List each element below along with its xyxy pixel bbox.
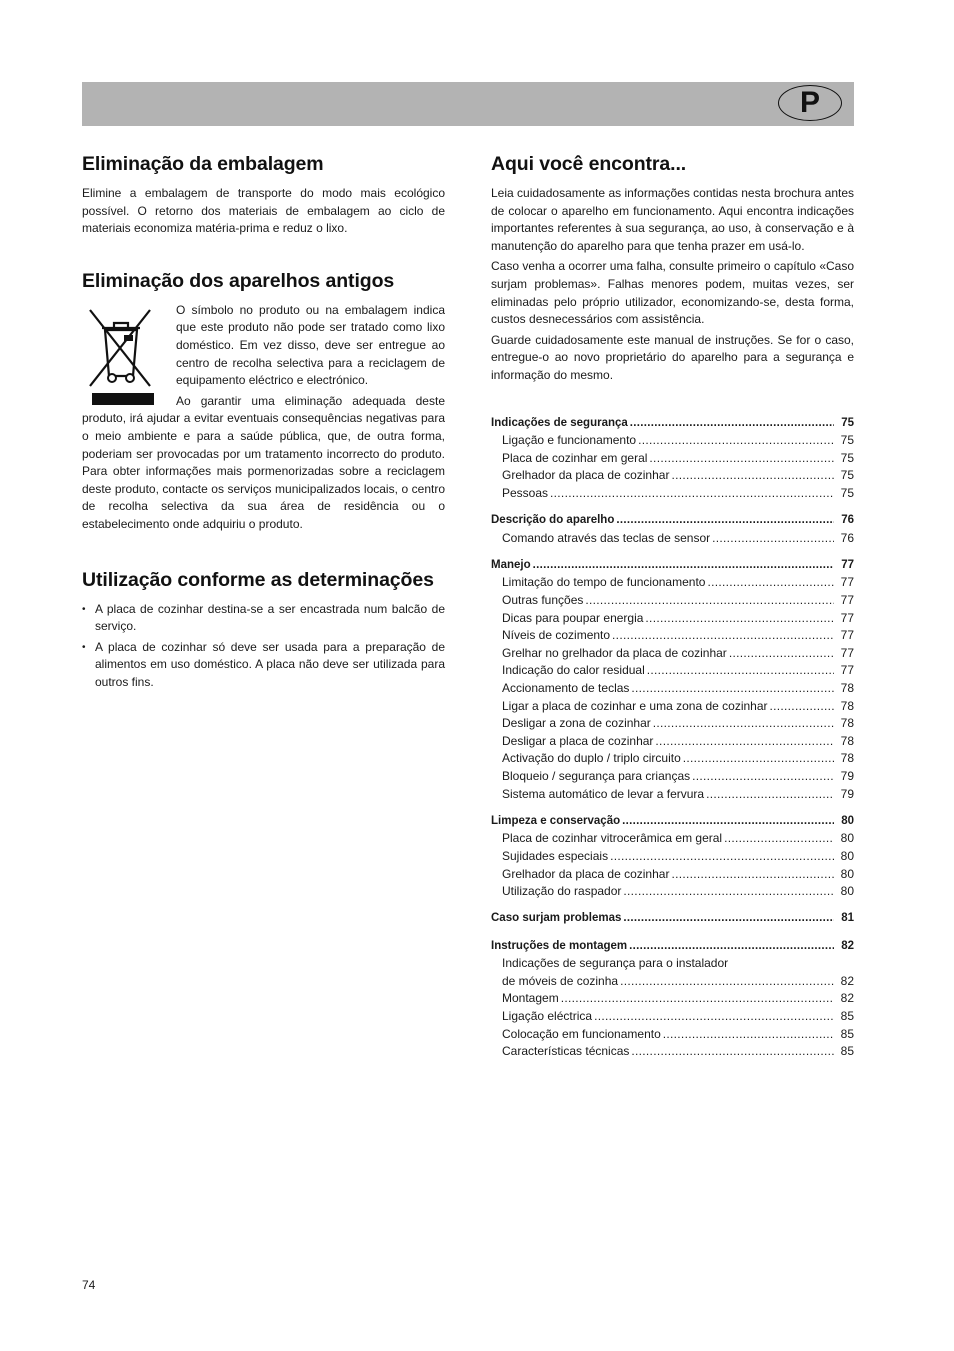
- language-badge: P: [778, 85, 842, 121]
- section-intended-use: [82, 569, 445, 692]
- toc-leader-dots: [645, 610, 834, 628]
- toc-leader-dots: [623, 910, 834, 928]
- section-title-old-appliances: Eliminação dos aparelhos antigos: [82, 269, 395, 292]
- toc-label: Bloqueio / segurança para crianças: [502, 769, 691, 783]
- toc-page-number: 75: [840, 485, 854, 500]
- toc-page-number: 77: [840, 610, 854, 625]
- toc-label: Desligar a placa de cozinhar: [502, 733, 654, 748]
- toc-leader-dots: [594, 1008, 834, 1026]
- toc-leader-dots: [620, 973, 834, 991]
- toc-group: [491, 938, 854, 1061]
- toc-leader-dots: [671, 866, 834, 884]
- intro-paragraph: Guarde cuidadosamente este manual de instruções. Se for o caso, entregue-o ao novo proprietário do aparelho para a segurança e informação do mesmo.: [491, 332, 854, 382]
- packaging-text: Elimine a embalagem de transporte do modo mais ecológico possível. O retorno dos materiais de embalagem ao ciclo de materiais economiza matéria-prima e reduz o lixo.: [82, 186, 445, 236]
- toc-label: Limpeza e conservação: [491, 814, 621, 827]
- toc-entry: [491, 848, 854, 866]
- toc-page-number: 77: [840, 593, 854, 608]
- toc-leader-dots: [610, 848, 834, 866]
- toc-heading: [491, 910, 854, 928]
- toc-label: Ligar a placa de cozinhar e uma zona de cozinhar: [502, 698, 768, 713]
- toc-page-number: 85: [840, 1044, 854, 1059]
- section-old-appliances: [82, 270, 445, 537]
- toc-heading: [491, 938, 854, 956]
- toc-entry: [491, 786, 854, 804]
- toc-page-number: 80: [840, 831, 854, 846]
- toc-label: Instruções de montagem: [491, 939, 628, 952]
- toc-label: Manejo: [491, 558, 531, 571]
- toc-label: Indicações de segurança: [491, 416, 628, 429]
- toc-label: Pessoas: [502, 485, 549, 500]
- toc-leader-dots: [655, 733, 834, 751]
- toc-leader-dots: [712, 530, 834, 548]
- toc-page-number: 75: [840, 468, 854, 483]
- toc-leader-dots: [663, 1026, 834, 1044]
- toc-page-number: 78: [840, 681, 854, 696]
- toc-page-number: 75: [840, 450, 854, 465]
- toc-group: [491, 557, 854, 803]
- intended-use-list: [82, 601, 445, 692]
- toc-page-number: 78: [840, 751, 854, 766]
- list-item: • A placa de cozinhar só deve ser usada para a preparação de alimentos em uso doméstico. A placa não deve ser utilizada para outros fins.: [82, 639, 445, 692]
- toc-heading: [491, 415, 854, 433]
- toc-page-number: 77: [840, 645, 854, 660]
- toc-leader-dots: [585, 592, 834, 610]
- toc-page-number: 77: [841, 558, 854, 571]
- toc-entry: [491, 592, 854, 610]
- toc-group: [491, 512, 854, 547]
- left-column: [82, 153, 445, 723]
- toc-leader-dots: [649, 450, 834, 468]
- toc-label: Montagem: [502, 991, 559, 1006]
- toc-group: [491, 910, 854, 928]
- toc-entry: [491, 866, 854, 884]
- toc-entry: [491, 680, 854, 698]
- toc-page-number: 79: [840, 786, 854, 801]
- toc-page-number: 78: [840, 733, 854, 748]
- toc-leader-dots: [671, 467, 834, 485]
- toc-entry: [491, 530, 854, 548]
- toc-entry: [491, 627, 854, 645]
- toc-entry: [491, 955, 854, 973]
- list-item: • A placa de cozinhar destina-se a ser encastrada num balcão de serviço.: [82, 601, 445, 636]
- toc-label: Sujidades especiais: [502, 848, 609, 863]
- toc-leader-dots: [683, 750, 834, 768]
- toc-leader-dots: [631, 680, 834, 698]
- toc-entry: [491, 698, 854, 716]
- toc-page-number: 77: [840, 628, 854, 643]
- toc-label: Indicações de segurança para o instalador: [502, 956, 729, 971]
- toc-label: Limitação do tempo de funcionamento: [502, 575, 706, 590]
- section-intro: [491, 153, 854, 385]
- toc-leader-dots: [629, 938, 834, 956]
- toc-leader-dots: [706, 786, 834, 804]
- toc-label: Placa de cozinhar vitrocerâmica em geral: [502, 831, 723, 846]
- toc-leader-dots: [622, 813, 834, 831]
- toc-heading: [491, 813, 854, 831]
- toc-page-number: 80: [840, 866, 854, 881]
- toc-page-number: 85: [840, 1026, 854, 1041]
- toc-leader-dots: [729, 645, 834, 663]
- toc-label: Comando através das teclas de sensor: [502, 530, 711, 545]
- toc-heading: [491, 512, 854, 530]
- toc-leader-dots: [638, 432, 834, 450]
- right-column: [491, 153, 854, 1070]
- toc-page-number: 80: [840, 848, 854, 863]
- header-bar: [82, 82, 854, 126]
- toc-label: Ligação eléctrica: [502, 1008, 593, 1023]
- toc-label: Descrição do aparelho: [491, 514, 615, 527]
- toc-entry: [491, 768, 854, 786]
- toc-entry: [491, 883, 854, 901]
- toc-page-number: 76: [840, 530, 854, 545]
- toc-entry: [491, 973, 854, 991]
- toc-leader-dots: [631, 1043, 834, 1061]
- toc-page-number: 85: [840, 1008, 854, 1023]
- toc-leader-dots: [623, 883, 834, 901]
- toc-leader-dots: [647, 662, 834, 680]
- toc-page-number: 77: [840, 663, 854, 678]
- intro-paragraph: Leia cuidadosamente as informações contidas nesta brochura antes de colocar o aparelho em funcionamento. Aqui encontra indicações importantes referentes à sua segurança, ao uso, à conservação e à manutenção do aparelho para que tenha prazer em usá-lo.: [491, 186, 854, 253]
- toc-page-number: 78: [840, 698, 854, 713]
- toc-label: Grelhador da placa de cozinhar: [502, 866, 670, 881]
- toc-entry: [491, 662, 854, 680]
- toc-entry: [491, 485, 854, 503]
- toc-leader-dots: [533, 557, 834, 575]
- toc-entry: [491, 645, 854, 663]
- toc-label: Ligação e funcionamento: [502, 433, 637, 448]
- toc-entry: [491, 750, 854, 768]
- toc-entry: [491, 450, 854, 468]
- toc-leader-dots: [653, 715, 834, 733]
- toc-entry: [491, 715, 854, 733]
- page-number: 74: [82, 1278, 96, 1292]
- toc-entry: [491, 1026, 854, 1044]
- toc-label: Placa de cozinhar em geral: [502, 450, 648, 465]
- toc-label: de móveis de cozinha: [502, 973, 619, 988]
- toc-entry: [491, 830, 854, 848]
- toc-page-number: 75: [841, 416, 854, 429]
- toc-label: Indicação do calor residual: [502, 663, 645, 678]
- toc-page-number: 81: [841, 912, 854, 925]
- toc-entry: [491, 432, 854, 450]
- toc-entry: [491, 1008, 854, 1026]
- toc-leader-dots: [550, 485, 834, 503]
- toc-page-number: 82: [840, 991, 854, 1006]
- toc-label: Outras funções: [502, 593, 584, 608]
- toc-page-number: 79: [840, 769, 854, 783]
- toc-page-number: 80: [841, 814, 854, 827]
- toc-leader-dots: [561, 990, 834, 1008]
- toc-entry: [491, 610, 854, 628]
- toc-label: Dicas para poupar energia: [502, 610, 644, 625]
- toc-entry: [491, 990, 854, 1008]
- toc-group: [491, 415, 854, 503]
- toc-page-number: 78: [840, 716, 854, 731]
- crossed-out-bin-icon: [82, 306, 158, 406]
- toc-group: [491, 813, 854, 901]
- section-packaging: [82, 153, 445, 238]
- toc-label: Caso surjam problemas: [491, 912, 622, 925]
- toc-leader-dots: [612, 627, 834, 645]
- toc-leader-dots: [616, 512, 834, 530]
- toc-heading: [491, 557, 854, 575]
- toc-page-number: 80: [840, 884, 854, 899]
- toc-leader-dots: [724, 830, 834, 848]
- toc-page-number: 75: [840, 433, 854, 448]
- toc-entry: [491, 574, 854, 592]
- toc-label: Grelhador da placa de cozinhar: [502, 468, 670, 483]
- section-title-intro: Aqui você encontra...: [491, 153, 687, 175]
- toc-leader-dots: [692, 768, 834, 786]
- section-title-intended-use: Utilização conforme as determinações: [82, 568, 434, 591]
- old-appliances-text-2: Ao garantir uma eliminação adequada deste produto, irá ajudar a evitar eventuais consequências negativas para o meio ambiente e para a saúde pública, que, de outra forma, poderiam ser provocadas por um tratamento incorrecto do produto. Para obter informações mais pormenorizadas sobre a reciclagem deste produto, contacte os serviços municipalizados locais, o centro de recolha selectiva da sua área de residência ou o estabelecimento onde adquiriu o produto.: [82, 393, 445, 531]
- toc-page-number: 77: [840, 575, 854, 590]
- toc-label: Níveis de cozimento: [502, 628, 611, 643]
- toc-label: Utilização do raspador: [502, 884, 622, 899]
- toc-page-number: 82: [840, 973, 854, 988]
- toc-label: Activação do duplo / triplo circuito: [502, 751, 681, 766]
- toc-leader-dots: [770, 698, 835, 716]
- toc-label: Desligar a zona de cozinhar: [502, 716, 651, 731]
- toc-label: Sistema automático de levar a fervura: [502, 786, 705, 801]
- toc-entry: [491, 1043, 854, 1061]
- toc-leader-dots: [630, 415, 834, 433]
- toc-leader-dots: [707, 574, 834, 592]
- toc-label: Características técnicas: [502, 1044, 630, 1059]
- intro-paragraph: Caso venha a ocorrer uma falha, consulte primeiro o capítulo «Caso surjam problemas». Falhas menores podem, muitas vezes, ser eliminadas pelo próprio utilizador, economizando-se, desta forma, custos desnecessários com assistência.: [491, 259, 854, 327]
- toc-label: Colocação em funcionamento: [502, 1026, 661, 1041]
- section-title-packaging: Eliminação da embalagem: [82, 153, 324, 175]
- toc-page-number: 76: [841, 514, 854, 527]
- old-appliances-text-1: O símbolo no produto ou na embalagem indica que este produto não pode ser tratado como lixo doméstico. Em vez disso, deve ser entregue ao centro de recolha selectiva para a reciclagem de equipamento eléctrico e electrónico.: [176, 302, 445, 388]
- toc-entry: [491, 733, 854, 751]
- toc-label: Grelhar no grelhador da placa de cozinhar: [502, 645, 727, 660]
- table-of-contents: [491, 415, 854, 1061]
- toc-label: Accionamento de teclas: [502, 681, 630, 696]
- toc-page-number: 82: [841, 939, 854, 952]
- toc-entry: [491, 467, 854, 485]
